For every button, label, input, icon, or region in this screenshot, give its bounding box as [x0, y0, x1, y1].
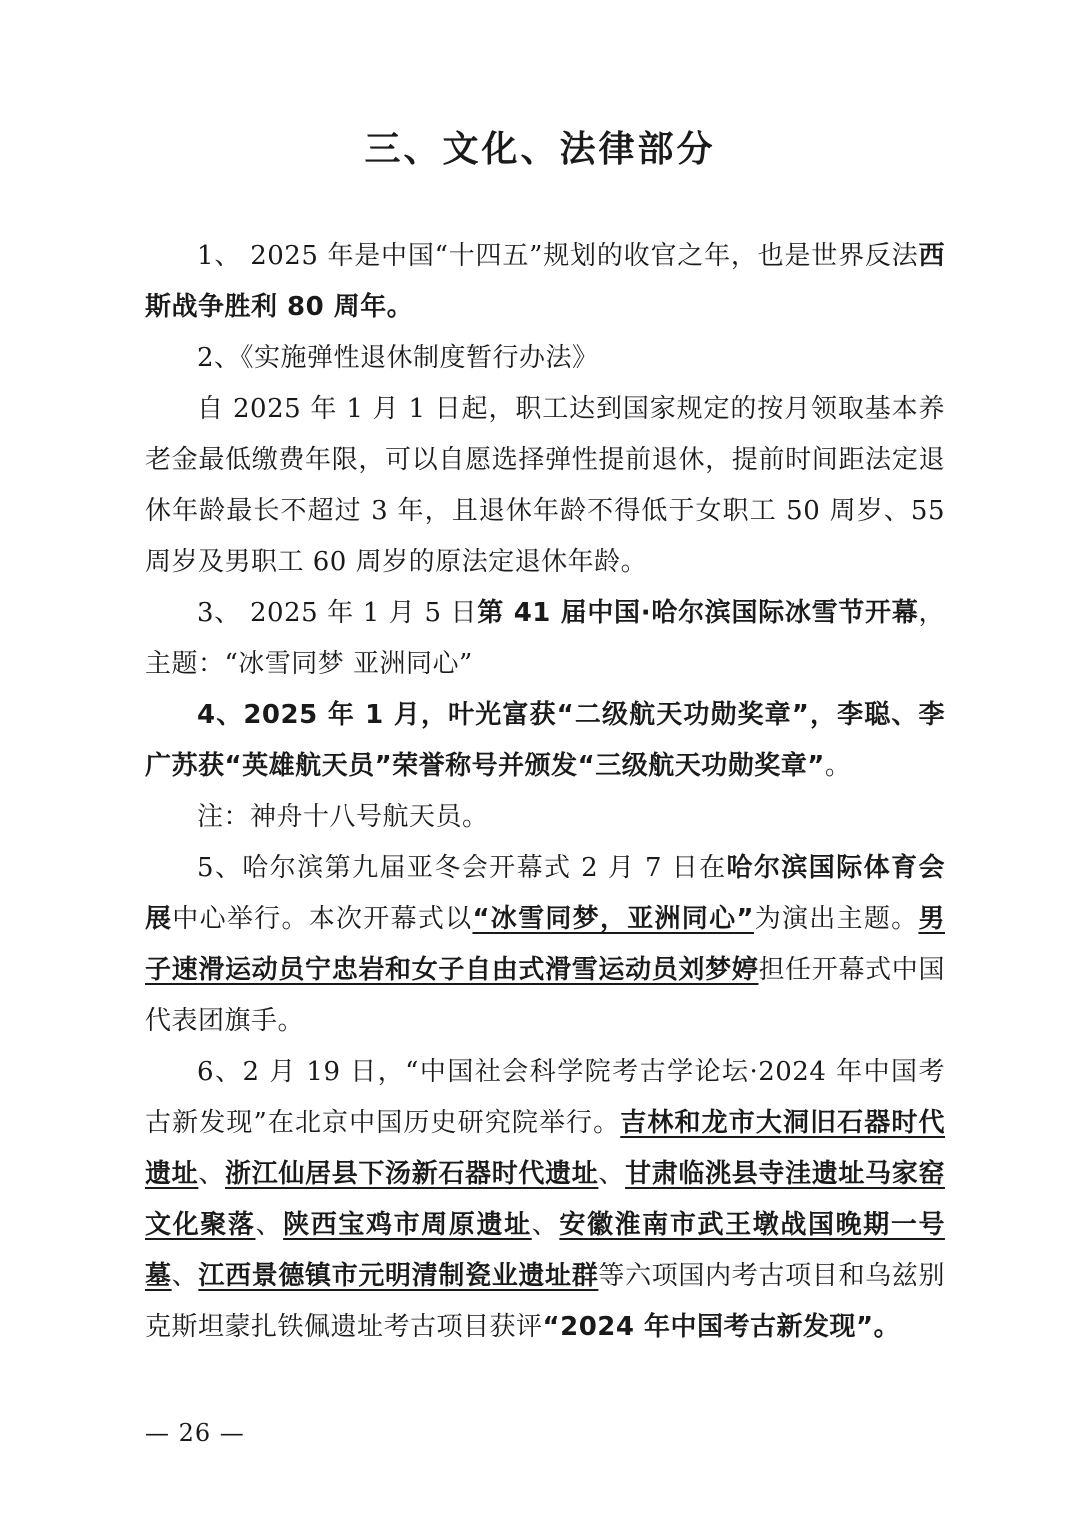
item-6 [145, 1047, 945, 1353]
item-3-theme: ，主题：“冰雪同梦 亚洲同心” [145, 598, 945, 679]
item-1 [145, 231, 945, 333]
item-3 [145, 588, 945, 690]
item-6-text-b: 等六项国内考古项目和乌兹别克斯坦蒙扎铁佩遗址考古项目获评 [145, 1261, 945, 1342]
item-6-sep-5: 、 [171, 1261, 199, 1291]
item-5-venue: 哈尔滨国际体育会展 [145, 853, 945, 934]
item-6-site-2: 浙江仙居县下汤新石器时代遗址 [225, 1159, 599, 1189]
item-6-sep-3: 、 [255, 1210, 284, 1240]
item-5 [145, 843, 945, 1047]
item-6-site-1: 吉林和龙市大洞旧石器时代遗址 [145, 1108, 945, 1189]
item-6-site-5: 安徽淮南市武王墩战国晚期一号墓 [145, 1210, 945, 1291]
item-5-text-c: 为演出主题。 [753, 904, 919, 934]
item-5-text-d: 担任开幕式中国代表团旗手。 [145, 955, 945, 1036]
item-5-text-b: 。本次开幕式以 [281, 904, 473, 934]
item-3-event: 第 41 届中国·哈尔滨国际冰雪节开幕 [477, 598, 919, 628]
item-6-site-3: 甘肃临洮县寺洼遗址马家窑文化聚落 [145, 1159, 945, 1240]
item-2-detail [145, 384, 945, 588]
item-3-date: 3、 2025 年 1 月 5 日 [197, 598, 478, 628]
page-number: — 26 — [145, 1419, 245, 1447]
item-6-sep-1: 、 [198, 1159, 226, 1189]
item-6-award: “2024 年中国考古新发现”。 [542, 1312, 901, 1342]
item-4-end: 。 [824, 751, 852, 781]
item-5-theme: “冰雪同梦，亚洲同心” [472, 904, 754, 934]
item-1-text: 1、 2025 年是中国“十四五”规划的收官之年，也是世界反法 [197, 241, 919, 271]
item-5-venue-end: 中心举行 [172, 904, 282, 934]
item-6-site-6: 江西景德镇市元明清制瓷业遗址群 [198, 1261, 599, 1291]
item-6-sep-2: 、 [598, 1159, 626, 1189]
item-4-text: 4、2025 年 1 月，叶光富获“二级航天功勋奖章”，李聪、李广苏获“英雄航天员”荣誉称号并颁发“三级航天功勋奖章” [145, 700, 945, 781]
item-4-note [145, 792, 945, 843]
item-6-site-4: 陕西宝鸡市周原遗址 [283, 1210, 532, 1240]
page-title: 三、文化、法律部分 [364, 129, 716, 170]
item-2-detail-text: 自 2025 年 1 月 1 日起，职工达到国家规定的按月领取基本养老金最低缴费年限，可以自愿选择弹性提前退休，提前时间距法定退休年龄最长不超过 3 年，且退休年龄不得低于女职工 50 周岁、55 周岁及男职工 60 周岁的原法定退休年龄。 [145, 394, 945, 577]
item-2 [145, 333, 945, 384]
item-2-heading: 2、《实施弹性退休制度暂行办法》 [197, 343, 599, 373]
item-6-text-a: 6、2 月 19 日，“中国社会科学院考古学论坛·2024 年中国考古新发现”在北京中国历史研究院举行。 [145, 1057, 945, 1138]
item-5-text-a: 5、哈尔滨第九届亚冬会开幕式 2 月 7 日在 [197, 853, 727, 883]
document-body [145, 231, 945, 1353]
item-4-note-text: 注：神舟十八号航天员。 [197, 802, 489, 832]
item-4 [145, 690, 945, 792]
item-1-bold-text: 西斯战争胜利 80 周年。 [145, 241, 945, 322]
item-6-sep-4: 、 [531, 1210, 560, 1240]
item-5-flag-bearers: 男子速滑运动员宁忠岩和女子自由式滑雪运动员刘梦婷 [145, 904, 945, 985]
